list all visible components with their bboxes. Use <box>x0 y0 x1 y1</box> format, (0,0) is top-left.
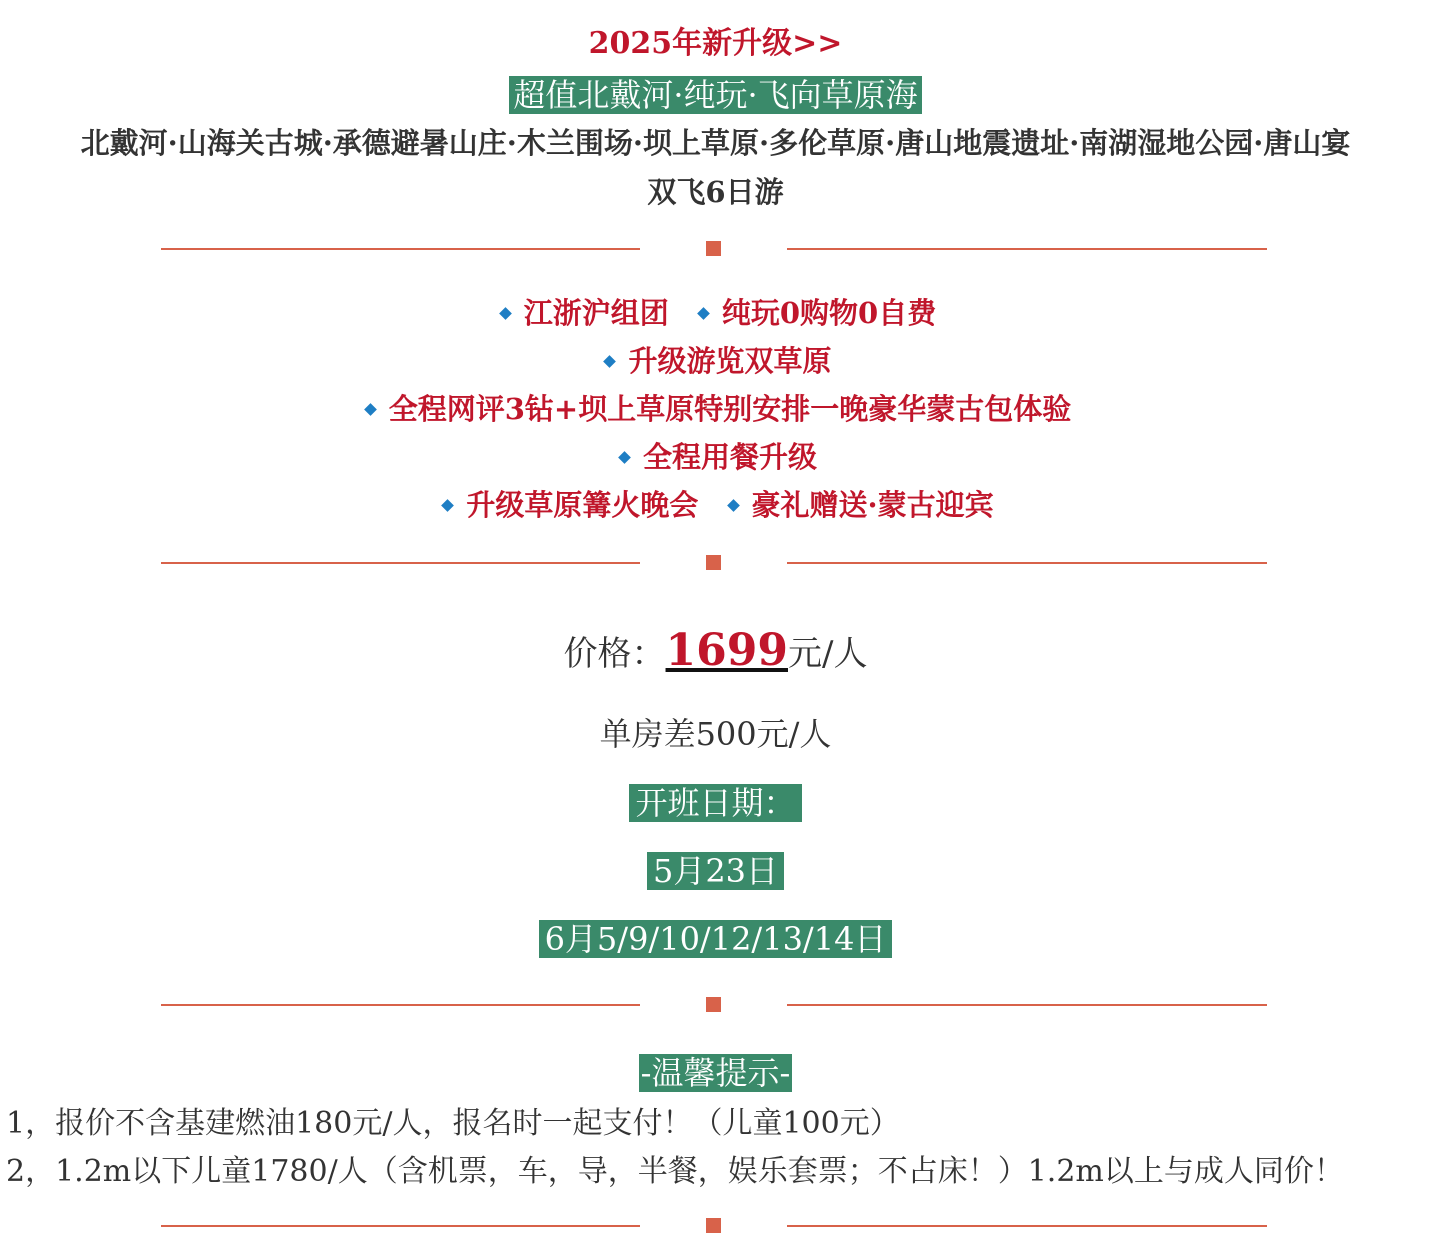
route-line-2: 双飞6日游 <box>647 175 784 209</box>
price-row <box>0 625 1431 676</box>
feature-row-2: 升级游览双草原 <box>0 339 1431 380</box>
diamond-bullet-icon <box>727 499 740 512</box>
divider-square-icon <box>706 241 721 256</box>
upgrade-title: 2025年新升级>> <box>588 26 843 61</box>
dates-label-row <box>0 778 1431 824</box>
date-june: 6月5/9/10/12/13/14日 <box>539 920 893 958</box>
single-room-surcharge: 单房差500元/人 <box>599 715 832 753</box>
date-june-row <box>0 914 1431 960</box>
diamond-bullet-icon <box>697 307 710 320</box>
section-divider <box>0 1216 1431 1236</box>
date-may: 5月23日 <box>647 852 784 890</box>
section-divider <box>0 553 1431 573</box>
diamond-bullet-icon <box>499 307 512 320</box>
divider-square-icon <box>706 555 721 570</box>
price-value: 1699 <box>665 625 788 676</box>
tip-item-2: 2，1.2m以下儿童1780/人（含机票，车，导，半餐，娱乐套票；不占床！）1.2m以上与成人同价！ <box>6 1154 1344 1189</box>
feature-row-4: 全程用餐升级 <box>0 435 1431 476</box>
divider-square-icon <box>706 1218 721 1233</box>
diamond-bullet-icon <box>364 403 377 416</box>
price-label: 价格： <box>563 634 666 674</box>
diamond-bullet-icon <box>618 451 631 464</box>
price-unit: 元/人 <box>788 634 868 674</box>
slogan-row <box>0 70 1431 116</box>
date-may-row <box>0 846 1431 892</box>
route-line-1: 北戴河·山海关古城·承德避暑山庄·木兰围场·坝上草原·多伦草原·唐山地震遗址·南湖湿地公园·唐山宴 <box>80 126 1351 160</box>
section-divider <box>0 995 1431 1015</box>
diamond-bullet-icon <box>442 499 455 512</box>
divider-square-icon <box>706 997 721 1012</box>
slogan-highlight: 超值北戴河·纯玩·飞向草原海 <box>509 76 921 114</box>
tip-item-1: 1，报价不含基建燃油180元/人，报名时一起支付！（儿童100元） <box>6 1106 900 1141</box>
feature-row-5: 升级草原篝火晚会 豪礼赠送·蒙古迎宾 <box>0 483 1431 524</box>
diamond-bullet-icon <box>604 355 617 368</box>
tips-title-row <box>0 1048 1431 1094</box>
tips-title: -温馨提示- <box>640 1054 791 1092</box>
feature-row-1: 江浙沪组团 纯玩0购物0自费 <box>0 291 1431 332</box>
feature-row-3: 全程网评3钻+坝上草原特别安排一晚豪华蒙古包体验 <box>0 387 1431 428</box>
section-divider <box>0 239 1431 259</box>
dates-label: 开班日期： <box>629 784 801 822</box>
